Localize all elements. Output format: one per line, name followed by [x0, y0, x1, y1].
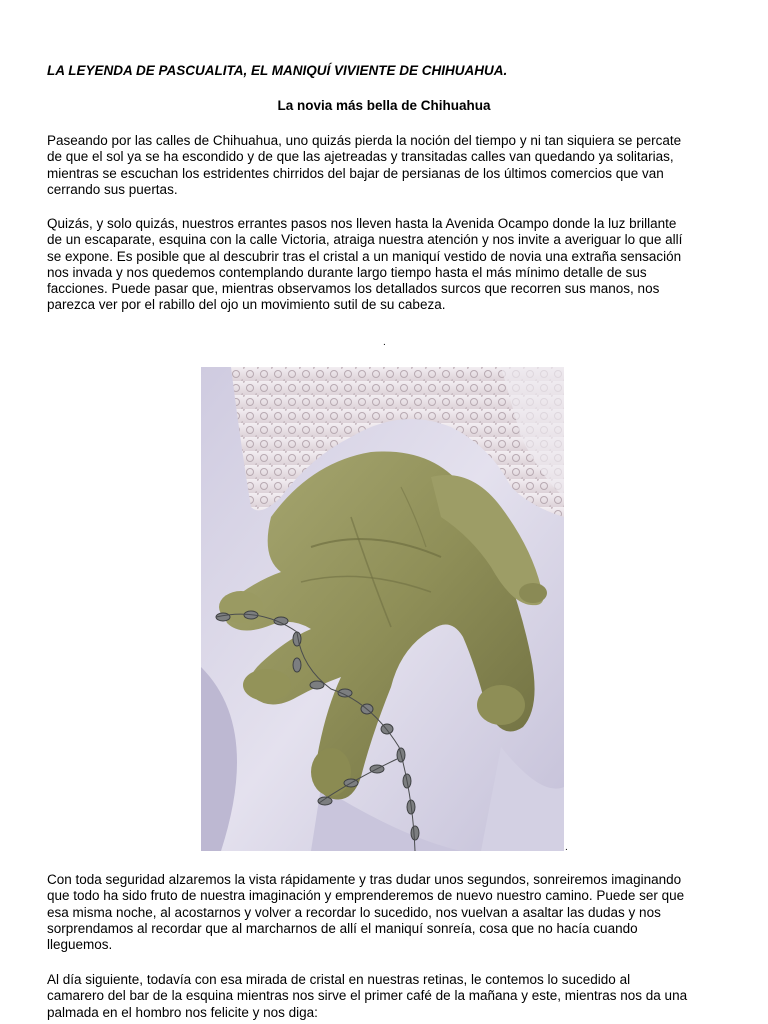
paragraph-line: lleguemos. — [47, 937, 113, 953]
paragraph-line: Con toda seguridad alzaremos la vista rápidamente y tras dudar unos segundos, sonreiremos imaginando — [47, 872, 682, 887]
paragraph-line: de que el sol ya se ha escondido y de que las ajetreadas y transitadas calles van quedando ya solitarias, — [47, 149, 674, 165]
paragraph-line: nos invada y nos quedemos contemplando durante largo tiempo hasta el más mínimo detalle de sus — [47, 264, 647, 280]
paragraph-line: se expone. Es posible que al descubrir tras el cristal a un maniquí vestido de novia una extraña sensación — [47, 248, 682, 264]
paragraph-line: palmada en el hombro nos felicite y nos diga: — [47, 1004, 318, 1020]
paragraph-line: mientras se escuchan los estridentes chirridos del bajar de persianas de los últimos comercios que van — [47, 165, 664, 181]
hand-with-rosary-image — [201, 367, 564, 851]
paragraph-4 — [47, 972, 737, 1021]
paragraph-line: camarero del bar de la esquina mientras nos sirve el primer café de la mañana y este, mientras nos da una — [47, 988, 688, 1004]
trailing-dot: . — [565, 842, 568, 853]
mannequin-hand-photo — [201, 367, 564, 851]
paragraph-line: Al día siguiente, todavía con esa mirada de cristal en nuestras retinas, le contemos lo sucedido al — [47, 972, 631, 987]
paragraph-line: de un escaparate, esquina con la calle Victoria, atraiga nuestra atención y nos invite a averiguar lo que allí — [47, 232, 683, 248]
paragraph-3 — [47, 872, 737, 953]
paragraph-line: Paseando por las calles de Chihuahua, uno quizás pierda la noción del tiempo y ni tan siquiera se percate — [47, 133, 682, 148]
document-title: LA LEYENDA DE PASCUALITA, EL MANIQUÍ VIVIENTE DE CHIHUAHUA. — [47, 63, 508, 78]
paragraph-line: Quizás, y solo quizás, nuestros errantes pasos nos lleven hasta la Avenida Ocampo donde la luz brillante — [47, 216, 677, 231]
paragraph-line: esa misma noche, al acostarnos y volver a recordar lo sucedido, nos vuelvan a asaltar las dudas y nos — [47, 904, 661, 920]
paragraph-line: sorprendamos al recordar que al marcharnos de allí el maniquí sonreía, cosa que no hacía cuando — [47, 920, 638, 936]
paragraph-line: cerrando sus puertas. — [47, 181, 178, 197]
paragraph-1 — [47, 133, 737, 198]
paragraph-line: que todo ha sido fruto de nuestra imaginación y emprenderemos de nuevo nuestro camino. Puede ser que — [47, 888, 685, 904]
separator-dot: . — [383, 337, 386, 348]
document-subtitle: La novia más bella de Chihuahua — [277, 98, 491, 113]
paragraph-line: facciones. Puede pasar que, mientras observamos los detallados surcos que recorren sus manos, nos — [47, 281, 660, 297]
paragraph-2 — [47, 216, 737, 314]
paragraph-line: parezca ver por el rabillo del ojo un movimiento sutil de su cabeza. — [47, 297, 446, 313]
